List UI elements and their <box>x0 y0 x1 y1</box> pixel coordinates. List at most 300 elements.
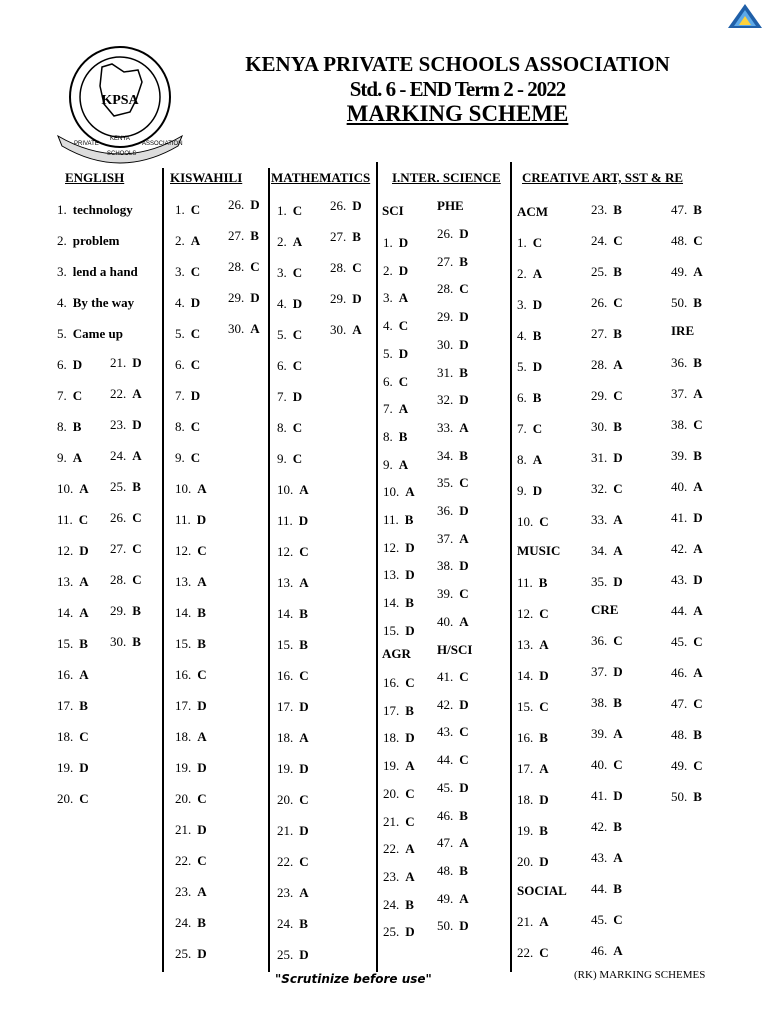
answer-letter: A <box>299 575 309 590</box>
answer-letter: D <box>398 345 409 361</box>
answer-item <box>110 479 141 495</box>
question-number: 26. <box>228 197 245 212</box>
answer-item <box>671 541 703 557</box>
answer-letter: D <box>292 296 303 311</box>
answer-item <box>277 885 309 901</box>
answer-letter: B <box>197 636 206 651</box>
question-number: 29. <box>228 290 245 305</box>
answer-letter: C <box>398 373 409 389</box>
answer-letter: A <box>132 448 142 463</box>
answer-item <box>591 664 623 680</box>
answer-item <box>175 853 207 869</box>
answer-letter: A <box>459 890 469 906</box>
answer-item <box>517 483 542 499</box>
question-number: 30. <box>228 321 245 336</box>
answer-item <box>437 226 469 242</box>
answer-item <box>591 543 623 559</box>
question-number: 19. <box>383 758 400 774</box>
answer-item <box>383 457 408 473</box>
question-number: 27. <box>330 229 347 244</box>
answer-item <box>517 823 548 839</box>
answer-letter: C <box>292 451 303 466</box>
answer-item <box>437 281 469 297</box>
question-number: 48. <box>671 233 688 248</box>
answer-letter: B <box>693 448 702 463</box>
answer-letter: C <box>299 668 309 683</box>
question-number: 22. <box>517 945 534 960</box>
answer-letter: C <box>693 758 703 773</box>
question-number: 18. <box>175 729 192 744</box>
section-sci: SCI <box>382 203 404 218</box>
answer-item <box>437 503 469 519</box>
question-number: 40. <box>591 757 608 772</box>
question-number: 13. <box>57 574 74 589</box>
question-number: 23. <box>591 202 608 217</box>
answer-letter: B <box>693 727 702 742</box>
question-number: 28. <box>591 357 608 372</box>
answer-item <box>591 326 622 342</box>
question-number: 6. <box>277 358 287 373</box>
answer-item <box>277 668 309 684</box>
question-number: 45. <box>591 912 608 927</box>
question-number: 16. <box>383 675 400 690</box>
answer-item <box>228 290 260 306</box>
question-number: 14. <box>277 606 294 621</box>
question-number: 44. <box>437 752 454 768</box>
answer-letter: D <box>299 761 309 776</box>
question-number: 7. <box>517 421 527 436</box>
answer-letter: D <box>613 574 623 589</box>
title-class-term: Std. 6 - END Term 2 - 2022 <box>349 77 566 101</box>
answer-letter: A <box>292 234 303 249</box>
answer-letter: B <box>532 328 542 343</box>
question-number: 24. <box>383 896 400 912</box>
question-number: 19. <box>517 823 534 838</box>
question-number: 8. <box>57 419 67 434</box>
question-number: 6. <box>517 390 527 405</box>
answer-item <box>671 479 703 495</box>
answer-letter: B <box>613 881 622 896</box>
answer-letter: B <box>405 896 414 912</box>
question-number: 33. <box>591 512 608 527</box>
question-number: 29. <box>110 603 127 618</box>
answer-item <box>517 235 542 251</box>
question-number: 1. <box>175 202 185 217</box>
answer-letter: C <box>190 450 201 465</box>
answer-letter: B <box>79 636 88 651</box>
answer-item <box>383 841 415 857</box>
answer-letter: B <box>613 819 622 834</box>
answer-letter: B <box>459 862 468 878</box>
answer-item <box>383 786 415 802</box>
answer-item <box>277 296 302 312</box>
answer-item <box>175 915 206 931</box>
answer-letter: A <box>197 481 207 496</box>
section-phe: PHE <box>437 198 464 213</box>
answer-letter: C <box>532 235 543 250</box>
answer-item <box>437 420 469 436</box>
question-number: 39. <box>591 726 608 741</box>
question-number: 22. <box>383 841 400 857</box>
answer-item <box>437 752 469 768</box>
question-number: 32. <box>591 481 608 496</box>
question-number: 4. <box>57 295 67 310</box>
answer-item <box>383 318 408 334</box>
question-number: 42. <box>591 819 608 834</box>
answer-item <box>57 698 88 714</box>
question-number: 28. <box>110 572 127 587</box>
answer-letter: C <box>79 791 89 806</box>
question-number: 41. <box>671 510 688 525</box>
question-number: 45. <box>437 779 454 795</box>
question-number: 30. <box>330 322 347 337</box>
answer-letter: C <box>539 606 549 621</box>
answer-letter: B <box>459 807 468 823</box>
answer-item <box>175 605 206 621</box>
answer-letter: A <box>197 729 207 744</box>
answer-letter: B <box>532 390 542 405</box>
answer-item <box>383 675 415 691</box>
answer-letter: A <box>613 850 623 865</box>
answer-item <box>110 541 142 557</box>
question-number: 30. <box>437 336 454 352</box>
question-number: 40. <box>437 613 454 629</box>
logo-ribbon-bottom: SCHOOLS <box>107 151 137 157</box>
answer-letter: B <box>539 823 548 838</box>
answer-letter: A <box>190 233 201 248</box>
answer-item <box>57 574 89 590</box>
answer-letter: C <box>693 233 703 248</box>
answer-item <box>175 667 207 683</box>
question-number: 11. <box>517 575 533 590</box>
question-number: 41. <box>437 669 454 684</box>
question-number: 7. <box>277 389 287 404</box>
answer-letter: C <box>459 281 469 297</box>
question-number: 12. <box>175 543 192 558</box>
answer-letter: C <box>613 388 623 403</box>
answer-item <box>671 572 703 588</box>
question-number: 21. <box>517 914 534 929</box>
question-number: 50. <box>671 295 688 310</box>
answer-item <box>591 881 622 897</box>
question-number: 10. <box>277 482 294 497</box>
question-number: 45. <box>671 634 688 649</box>
answer-letter: A <box>539 761 549 776</box>
answer-letter: C <box>693 696 703 711</box>
answer-item <box>277 606 308 622</box>
question-number: 5. <box>517 359 527 374</box>
question-number: 3. <box>517 297 527 312</box>
question-number: 43. <box>591 850 608 865</box>
answer-item <box>277 265 302 281</box>
answer-item <box>591 850 623 866</box>
answer-letter: B <box>299 637 308 652</box>
answer-letter: D <box>532 359 543 374</box>
section-agr: AGR <box>382 646 411 661</box>
question-number: 29. <box>437 309 454 325</box>
answer-letter: D <box>459 336 469 352</box>
answer-letter: C <box>190 419 201 434</box>
answer-item <box>437 724 469 740</box>
logo-ribbon-right: ASSOCIATION <box>142 141 183 147</box>
answer-item <box>277 544 309 560</box>
answer-letter: B <box>693 355 702 370</box>
question-number: 5. <box>383 345 393 361</box>
answer-item <box>437 254 468 270</box>
question-number: 20. <box>57 791 74 806</box>
question-number: 11. <box>175 512 191 527</box>
question-number: 4. <box>175 295 185 310</box>
question-number: 16. <box>175 667 192 682</box>
answer-item <box>175 202 200 218</box>
question-number: 11. <box>383 512 399 527</box>
question-number: 16. <box>277 668 294 683</box>
question-number: 18. <box>383 730 400 746</box>
answer-letter: A <box>539 637 549 652</box>
answer-item <box>591 695 622 711</box>
answer-letter: A <box>299 482 309 497</box>
question-number: 37. <box>671 386 688 401</box>
divider <box>510 162 512 972</box>
answer-letter: B <box>459 447 468 463</box>
answer-letter: C <box>190 357 201 372</box>
answer-letter: B <box>613 326 622 341</box>
question-number: 17. <box>277 699 294 714</box>
question-number: 49. <box>671 758 688 773</box>
question-number: 36. <box>437 503 454 518</box>
answer-letter: B <box>613 419 622 434</box>
answer-item <box>175 481 207 497</box>
question-number: 14. <box>383 595 400 611</box>
answer-item <box>277 947 309 963</box>
answer-letter: C <box>539 699 549 714</box>
section-cre: CRE <box>591 602 619 617</box>
question-number: 43. <box>437 724 454 740</box>
answer-letter: A <box>79 574 89 589</box>
answer-letter: A <box>539 914 549 929</box>
answer-letter: D <box>197 822 207 837</box>
question-number: 17. <box>383 702 400 718</box>
answer-item <box>57 760 89 776</box>
question-number: 3. <box>383 290 393 306</box>
answer-item <box>383 374 408 390</box>
answer-item <box>437 309 469 325</box>
answer-item <box>277 389 302 405</box>
answer-letter: B <box>398 428 408 444</box>
answer-item <box>437 337 469 353</box>
answer-item <box>175 419 200 435</box>
question-number: 23. <box>175 884 192 899</box>
answer-letter: A <box>405 758 415 774</box>
answer-letter: D <box>299 823 309 838</box>
question-number: 14. <box>175 605 192 620</box>
answer-item <box>330 291 362 307</box>
answer-item <box>437 669 469 685</box>
answer-item <box>671 758 703 774</box>
answer-item <box>671 727 702 743</box>
answer-letter: D <box>459 309 469 325</box>
col-header-mathematics: MATHEMATICS <box>271 170 371 185</box>
answer-letter: B <box>197 915 206 930</box>
answer-item <box>437 475 469 491</box>
question-number: 42. <box>671 541 688 556</box>
answer-item <box>277 699 309 715</box>
answer-letter: C <box>613 233 623 248</box>
answer-text: technology <box>72 202 133 217</box>
question-number: 16. <box>57 667 74 682</box>
question-number: 24. <box>175 915 192 930</box>
answer-item <box>437 891 469 907</box>
answer-letter: A <box>405 841 415 857</box>
answer-letter: A <box>613 726 623 741</box>
question-number: 19. <box>277 761 294 776</box>
answer-letter: C <box>405 675 415 690</box>
answer-item <box>591 357 623 373</box>
answer-item <box>517 761 549 777</box>
answer-letter: D <box>459 918 469 934</box>
answer-letter: C <box>299 792 309 807</box>
answer-item <box>517 668 549 684</box>
answer-item <box>517 266 542 282</box>
question-number: 15. <box>517 699 534 714</box>
answer-letter: C <box>292 420 303 435</box>
answer-letter: C <box>459 669 469 684</box>
answer-item <box>228 228 259 244</box>
question-number: 25. <box>383 924 400 940</box>
answer-item <box>175 729 207 745</box>
answer-letter: D <box>352 198 362 213</box>
answer-letter: A <box>398 401 409 417</box>
section-acm: ACM <box>517 204 549 219</box>
answer-item <box>383 512 413 528</box>
answer-item <box>228 259 260 275</box>
question-number: 21. <box>383 813 400 829</box>
answer-letter: C <box>190 202 201 217</box>
question-number: 46. <box>437 807 454 823</box>
question-number: 44. <box>591 881 608 896</box>
question-number: 2. <box>175 233 185 248</box>
answer-letter: B <box>405 702 414 718</box>
answer-item <box>517 421 542 437</box>
answer-letter: C <box>459 475 469 491</box>
answer-item <box>517 854 549 870</box>
question-number: 19. <box>57 760 74 775</box>
answer-item <box>437 586 469 602</box>
footer-note: "Scrutinize before use" <box>275 972 432 986</box>
answer-letter: D <box>405 567 415 583</box>
answer-item <box>383 897 414 913</box>
answer-item <box>383 924 415 940</box>
question-number: 38. <box>671 417 688 432</box>
question-number: 10. <box>175 481 192 496</box>
question-number: 17. <box>517 761 534 776</box>
question-number: 12. <box>277 544 294 559</box>
question-number: 10. <box>517 514 534 529</box>
answer-letter: A <box>613 512 623 527</box>
answer-letter: D <box>79 543 89 558</box>
question-number: 21. <box>110 355 127 370</box>
question-number: 13. <box>277 575 294 590</box>
answer-item <box>383 814 415 830</box>
question-number: 12. <box>57 543 74 558</box>
answer-letter: D <box>190 295 201 310</box>
answer-letter: D <box>132 417 142 432</box>
answer-letter: B <box>613 202 622 217</box>
answer-letter: A <box>613 357 623 372</box>
question-number: 27. <box>110 541 127 556</box>
question-number: 3. <box>175 264 185 279</box>
answer-item <box>110 603 141 619</box>
answer-letter: A <box>693 603 703 618</box>
question-number: 31. <box>591 450 608 465</box>
question-number: 1. <box>57 202 67 217</box>
answer-letter: C <box>250 259 260 274</box>
answer-item <box>330 322 362 338</box>
answer-item <box>110 355 142 371</box>
answer-letter: D <box>613 450 623 465</box>
question-number: 46. <box>671 665 688 680</box>
question-number: 48. <box>437 862 454 878</box>
answer-letter: D <box>405 730 415 746</box>
answer-item <box>277 761 309 777</box>
answer-item <box>57 543 89 559</box>
question-number: 20. <box>517 854 534 869</box>
question-number: 14. <box>517 668 534 683</box>
question-number: 13. <box>383 567 400 583</box>
question-number: 9. <box>175 450 185 465</box>
answer-item <box>175 233 200 249</box>
question-number: 22. <box>110 386 127 401</box>
answer-item <box>383 429 407 445</box>
answer-item <box>517 699 549 715</box>
answer-letter: B <box>72 419 82 434</box>
answer-letter: C <box>72 388 83 403</box>
answer-item <box>517 328 541 344</box>
answer-letter: C <box>132 510 142 525</box>
question-number: 7. <box>175 388 185 403</box>
answer-letter: C <box>292 327 303 342</box>
answer-letter: C <box>352 260 362 275</box>
logo-center-text: KPSA <box>101 93 139 108</box>
answer-item <box>57 481 89 497</box>
question-number: 9. <box>277 451 287 466</box>
answer-item <box>671 295 702 311</box>
answer-letter: D <box>132 355 142 370</box>
answer-letter: B <box>197 605 206 620</box>
section-hsci: H/SCI <box>437 642 473 657</box>
answer-letter: A <box>398 456 409 472</box>
answer-letter: C <box>299 854 309 869</box>
answer-item <box>277 730 309 746</box>
question-number: 6. <box>57 357 67 372</box>
question-number: 22. <box>277 854 294 869</box>
question-number: 12. <box>517 606 534 621</box>
answer-letter: C <box>532 421 543 436</box>
answer-letter: D <box>613 788 623 803</box>
question-number: 47. <box>437 835 454 851</box>
question-number: 49. <box>671 264 688 279</box>
question-number: 17. <box>175 698 192 713</box>
question-number: 9. <box>383 456 393 472</box>
answer-item <box>57 729 89 745</box>
answer-item <box>517 606 549 622</box>
answer-letter: A <box>532 452 543 467</box>
question-number: 12. <box>383 539 400 555</box>
answer-letter: A <box>693 386 703 401</box>
answer-letter: D <box>693 572 703 587</box>
answer-item <box>383 623 415 639</box>
answer-item <box>277 823 309 839</box>
